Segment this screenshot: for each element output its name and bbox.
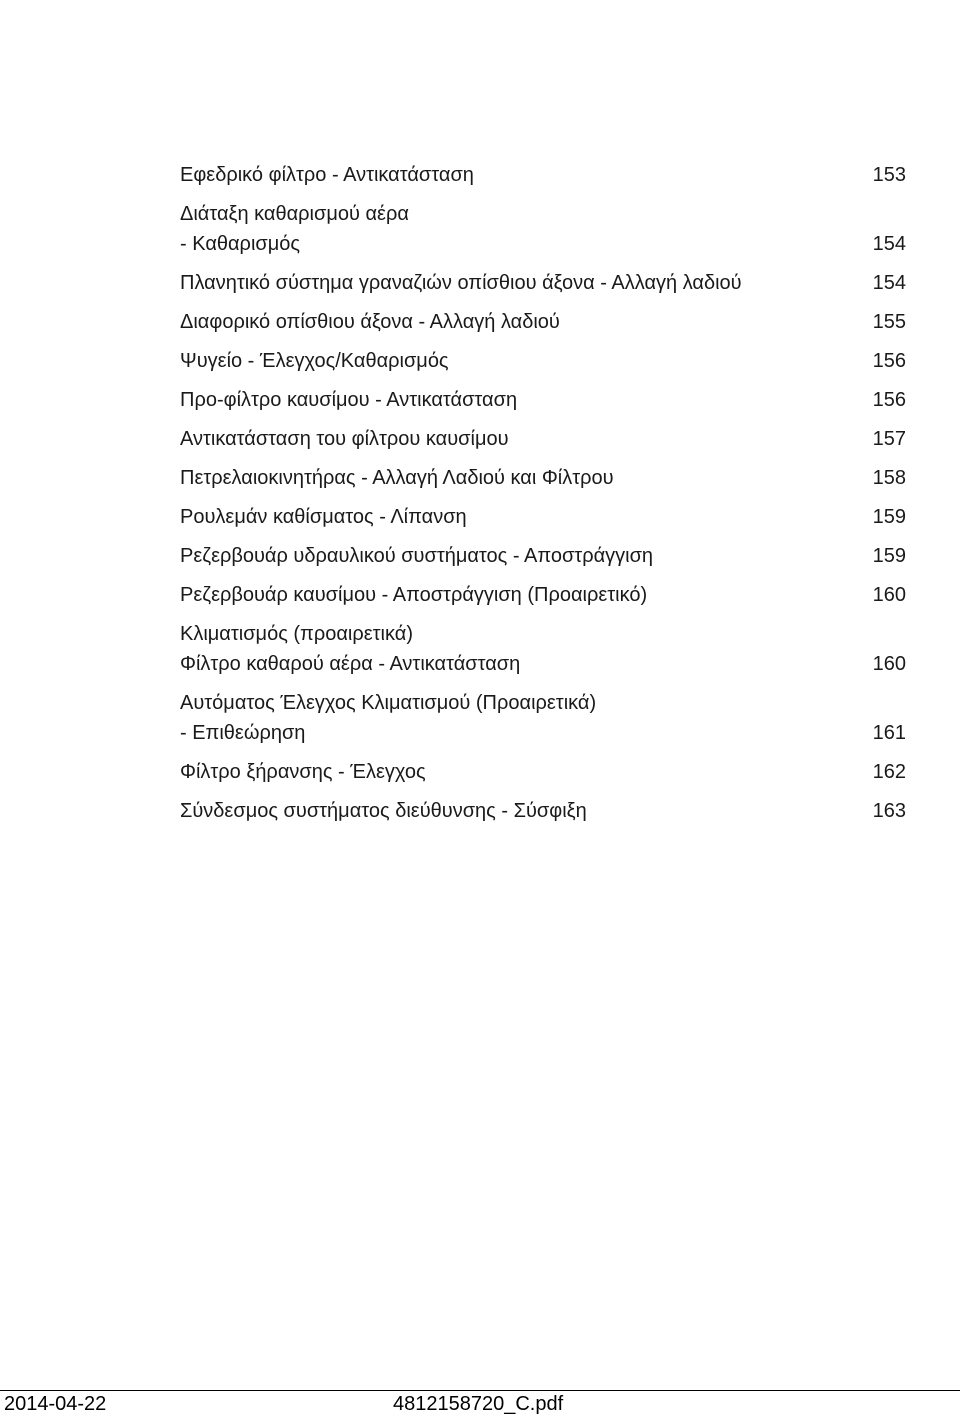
toc-entry-line [180, 268, 906, 298]
toc-entry-line [180, 757, 906, 787]
toc-entry-title: Ρεζερβουάρ καυσίμου - Αποστράγγιση (Προαιρετικό) [180, 584, 648, 606]
toc-page-number: 162 [872, 761, 906, 783]
toc-entry[interactable] [180, 463, 906, 493]
toc-entry[interactable] [180, 307, 906, 337]
toc-entry-line [180, 502, 906, 532]
toc-entry-line [180, 796, 906, 826]
toc-page-number: 156 [872, 389, 906, 411]
toc-entry-heading-line [180, 688, 906, 718]
toc-page-number: 154 [872, 233, 906, 255]
toc-entry-title: Ρεζερβουάρ υδραυλικού συστήματος - Αποστράγγιση [180, 545, 654, 567]
toc-entry-line [180, 160, 906, 190]
toc-entry-line [180, 229, 906, 259]
toc-page-number: 161 [872, 722, 906, 744]
toc-entry-title: Κλιματισμός (προαιρετικά) [180, 623, 413, 645]
toc-page-number: 155 [872, 311, 906, 333]
toc-entry-title: Ψυγείο - Έλεγχος/Καθαρισμός [180, 350, 449, 372]
toc-page-number: 158 [872, 467, 906, 489]
toc-entry[interactable] [180, 385, 906, 415]
toc-entry[interactable] [180, 424, 906, 454]
toc-page-number: 159 [872, 506, 906, 528]
toc-entry[interactable] [180, 688, 906, 748]
toc-page-number: 159 [872, 545, 906, 567]
toc-page-number: 154 [872, 272, 906, 294]
page-footer [0, 1390, 960, 1418]
toc-entry-title: Διάταξη καθαρισμού αέρα [180, 203, 409, 225]
toc-entry-line [180, 346, 906, 376]
toc-entry-heading-line [180, 199, 906, 229]
toc-entry-title: Προ-φίλτρο καυσίμου - Αντικατάσταση [180, 389, 518, 411]
toc-entry-title: Φίλτρο καθαρού αέρα - Αντικατάσταση [180, 653, 521, 675]
toc-entry-line [180, 307, 906, 337]
toc-page-number: 160 [872, 653, 906, 675]
toc-page-number: 160 [872, 584, 906, 606]
toc-entry[interactable] [180, 346, 906, 376]
toc-entry-title: Φίλτρο ξήρανσης - Έλεγχος [180, 761, 426, 783]
toc-entry[interactable] [180, 502, 906, 532]
footer-date: 2014-04-22 [4, 1393, 107, 1415]
toc-page-number: 163 [872, 800, 906, 822]
toc-entry-line [180, 541, 906, 571]
toc-entry-title: Ρουλεμάν καθίσματος - Λίπανση [180, 506, 467, 528]
toc-entry-title: Σύνδεσμος συστήματος διεύθυνσης - Σύσφιξη [180, 800, 587, 822]
toc-entry-title: Διαφορικό οπίσθιου άξονα - Αλλαγή λαδιού [180, 311, 560, 333]
toc-entry-title: Πλανητικό σύστημα γραναζιών οπίσθιου άξονα - Αλλαγή λαδιού [180, 272, 742, 294]
toc-entry-title: - Επιθεώρηση [180, 722, 306, 744]
toc-entry-title: Αντικατάσταση του φίλτρου καυσίμου [180, 428, 509, 450]
toc-entry[interactable] [180, 619, 906, 679]
toc-entry-heading-line [180, 619, 906, 649]
toc-entry[interactable] [180, 757, 906, 787]
toc-entry-title: Πετρελαιοκινητήρας - Αλλαγή Λαδιού και Φίλτρου [180, 467, 614, 489]
toc-entry-line [180, 580, 906, 610]
table-of-contents [180, 160, 906, 835]
toc-entry-line [180, 385, 906, 415]
toc-entry-line [180, 718, 906, 748]
toc-entry-title: Αυτόματος Έλεγχος Κλιματισμού (Προαιρετικά) [180, 692, 597, 714]
toc-page-number: 153 [872, 164, 906, 186]
toc-entry[interactable] [180, 541, 906, 571]
toc-entry-line [180, 424, 906, 454]
toc-page-number: 157 [872, 428, 906, 450]
toc-entry-line [180, 463, 906, 493]
toc-entry[interactable] [180, 796, 906, 826]
toc-entry-line [180, 649, 906, 679]
footer-filename: 4812158720_C.pdf [393, 1393, 564, 1415]
toc-entry-title: Εφεδρικό φίλτρο - Αντικατάσταση [180, 164, 474, 186]
toc-entry[interactable] [180, 268, 906, 298]
toc-entry[interactable] [180, 580, 906, 610]
toc-entry[interactable] [180, 199, 906, 259]
toc-entry[interactable] [180, 160, 906, 190]
toc-page-number: 156 [872, 350, 906, 372]
toc-entry-title: - Καθαρισμός [180, 233, 301, 255]
